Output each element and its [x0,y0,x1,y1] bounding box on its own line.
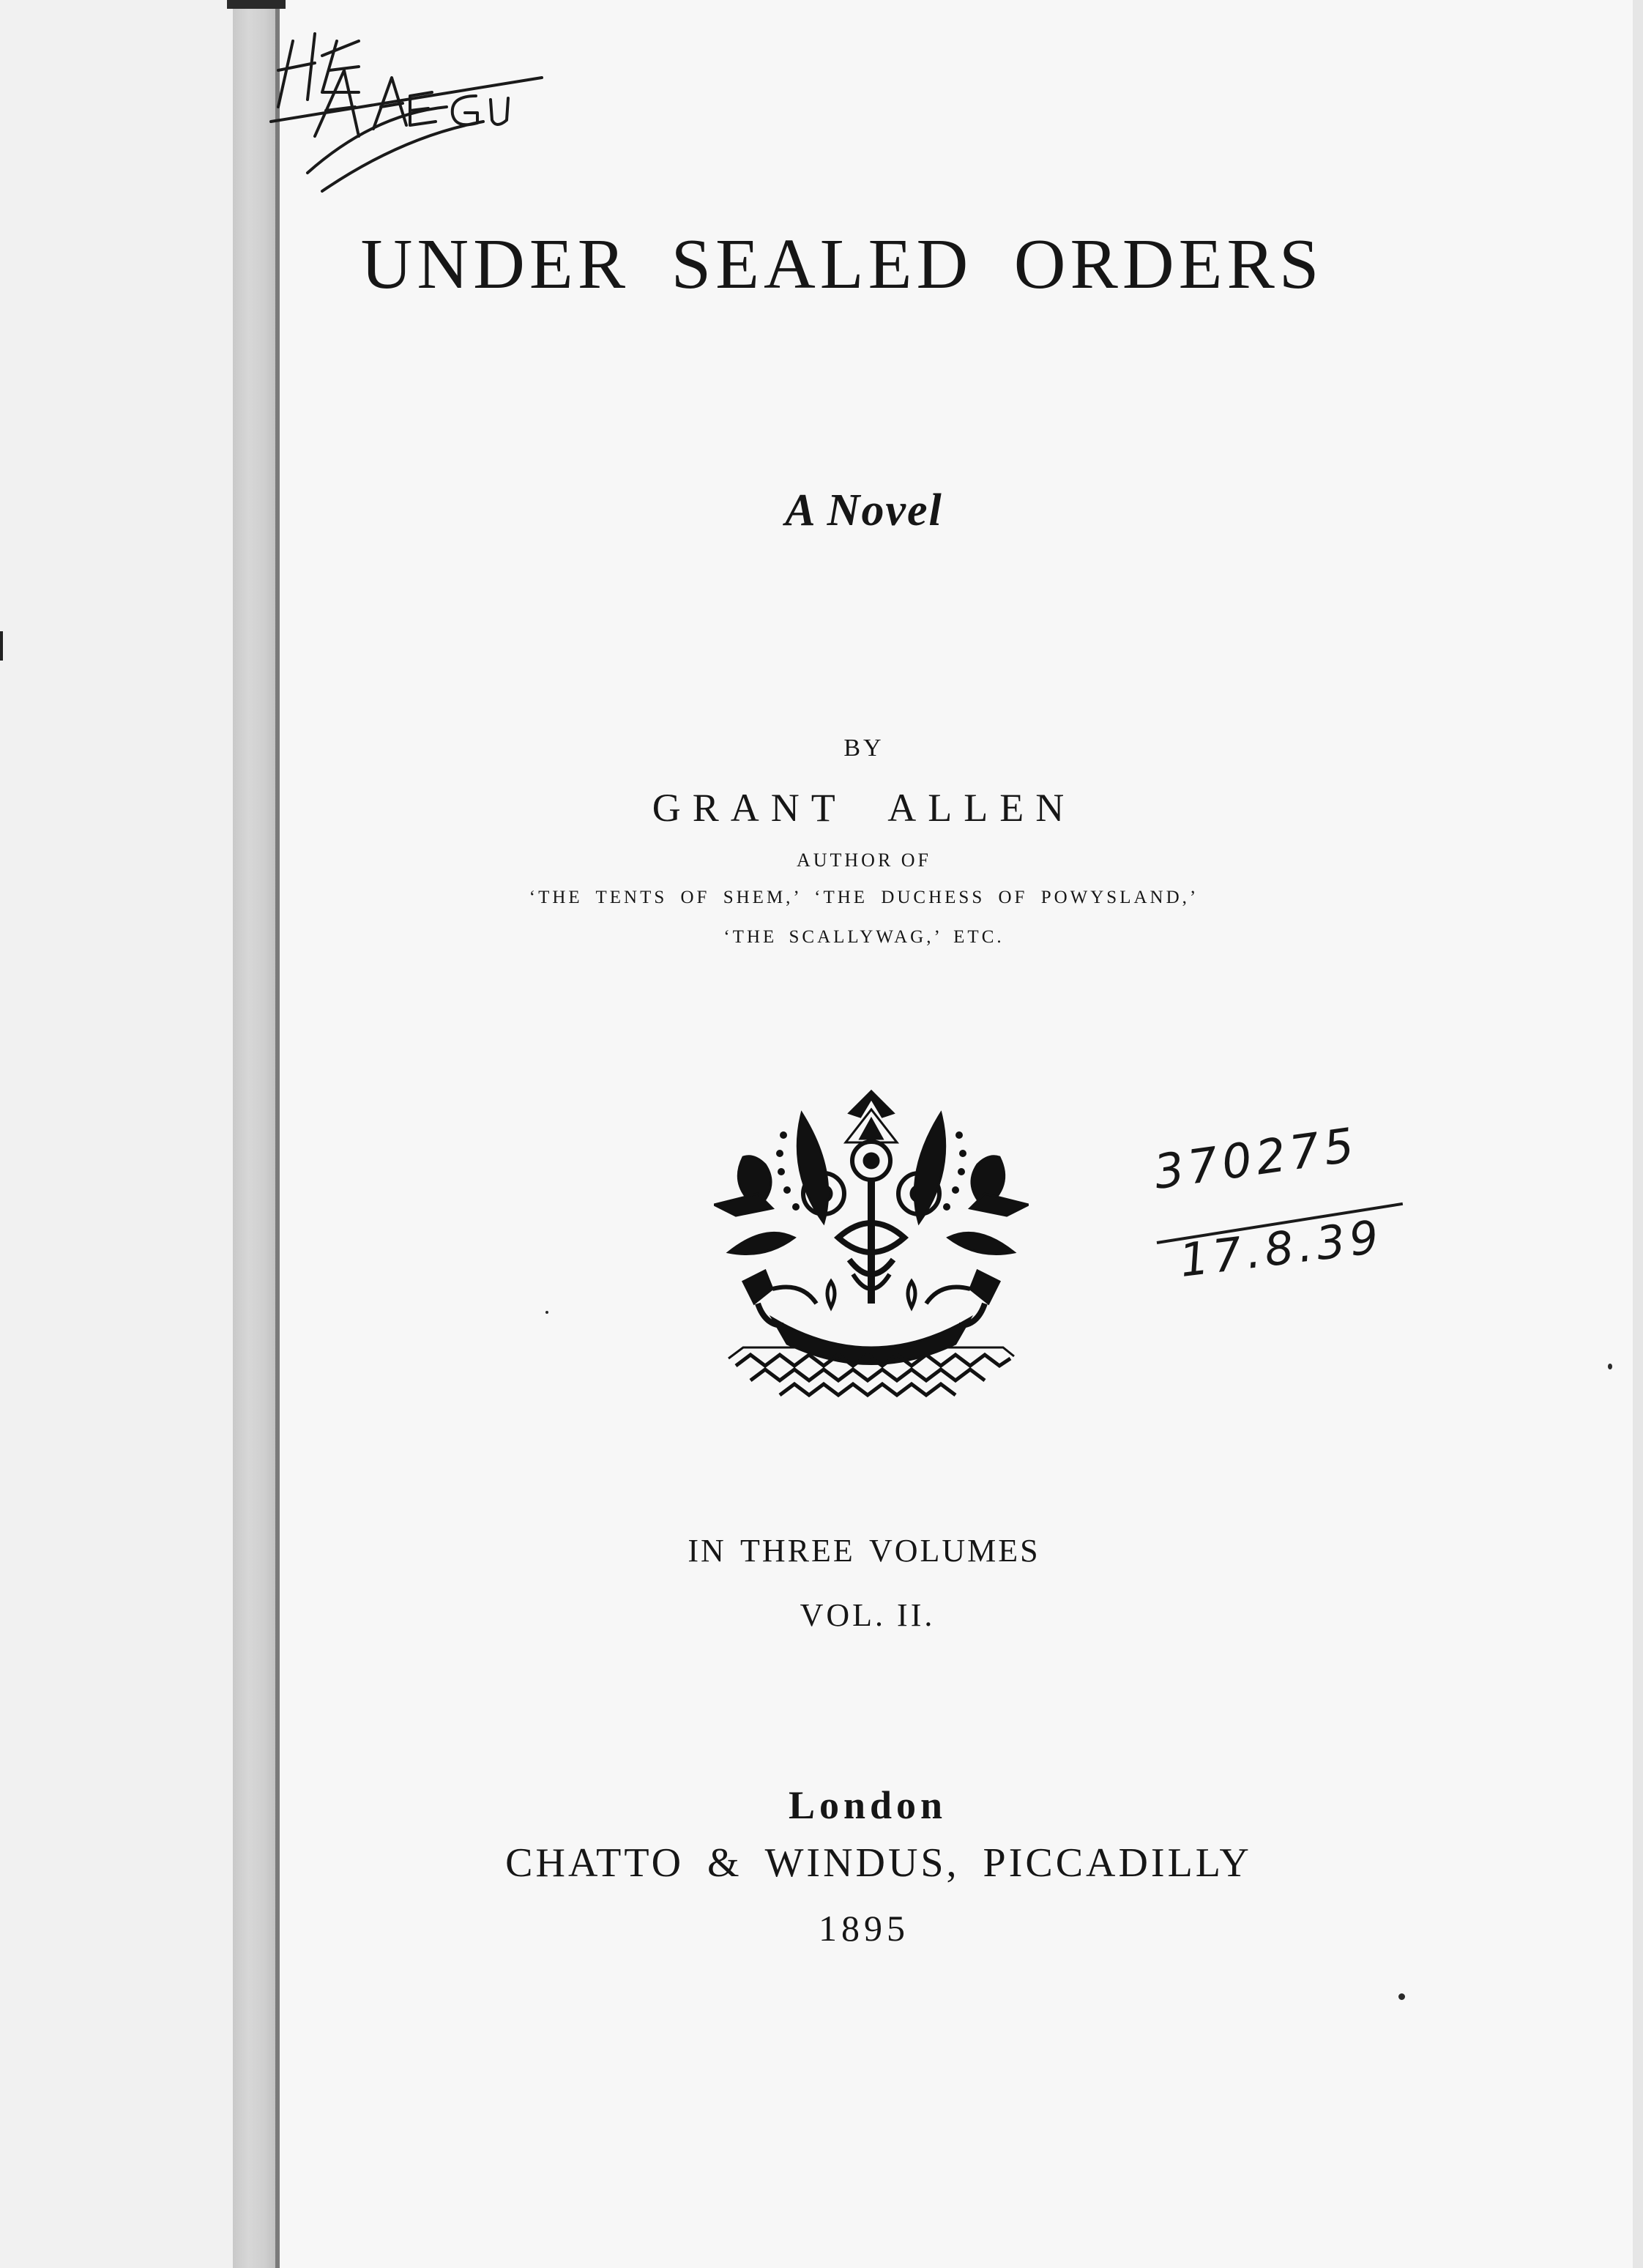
edge-mark [0,631,3,661]
byline-by: BY [843,735,884,762]
ink-speck [1398,1993,1405,2000]
handwritten-accession-note [1142,1118,1450,1336]
ink-speck [1608,1364,1612,1369]
right-page-edge [1633,0,1643,2268]
imprint-publisher: CHATTO & WINDUS, PICCADILLY [505,1840,1252,1886]
imprint-place: London [788,1783,947,1827]
volume-number: VOL. II. [800,1597,936,1633]
ink-speck [545,1311,548,1314]
subtitle: A Novel [785,486,943,535]
accession-number: 370275 [1150,1118,1362,1200]
accession-date: 17.8.39 [1177,1209,1386,1287]
edition-statement: IN THREE VOLUMES [688,1533,1040,1569]
author-name: GRANT ALLEN [652,786,1076,830]
other-works-line-2: ‘THE SCALLYWAG,’ ETC. [723,927,1005,947]
other-works-line-1: ‘THE TENTS OF SHEM,’ ‘THE DUCHESS OF POWYSLAND,’ [529,888,1199,907]
book-gutter [233,0,278,2268]
left-page-margin [0,0,233,2268]
book-title: UNDER SEALED ORDERS [360,225,1324,304]
imprint-year: 1895 [819,1908,909,1949]
top-binding-shadow [227,0,286,9]
handwritten-shelf-mark [264,26,571,195]
author-of-label: AUTHOR OF [796,849,932,871]
printer-device-lotus-boat-icon [714,1084,1029,1413]
